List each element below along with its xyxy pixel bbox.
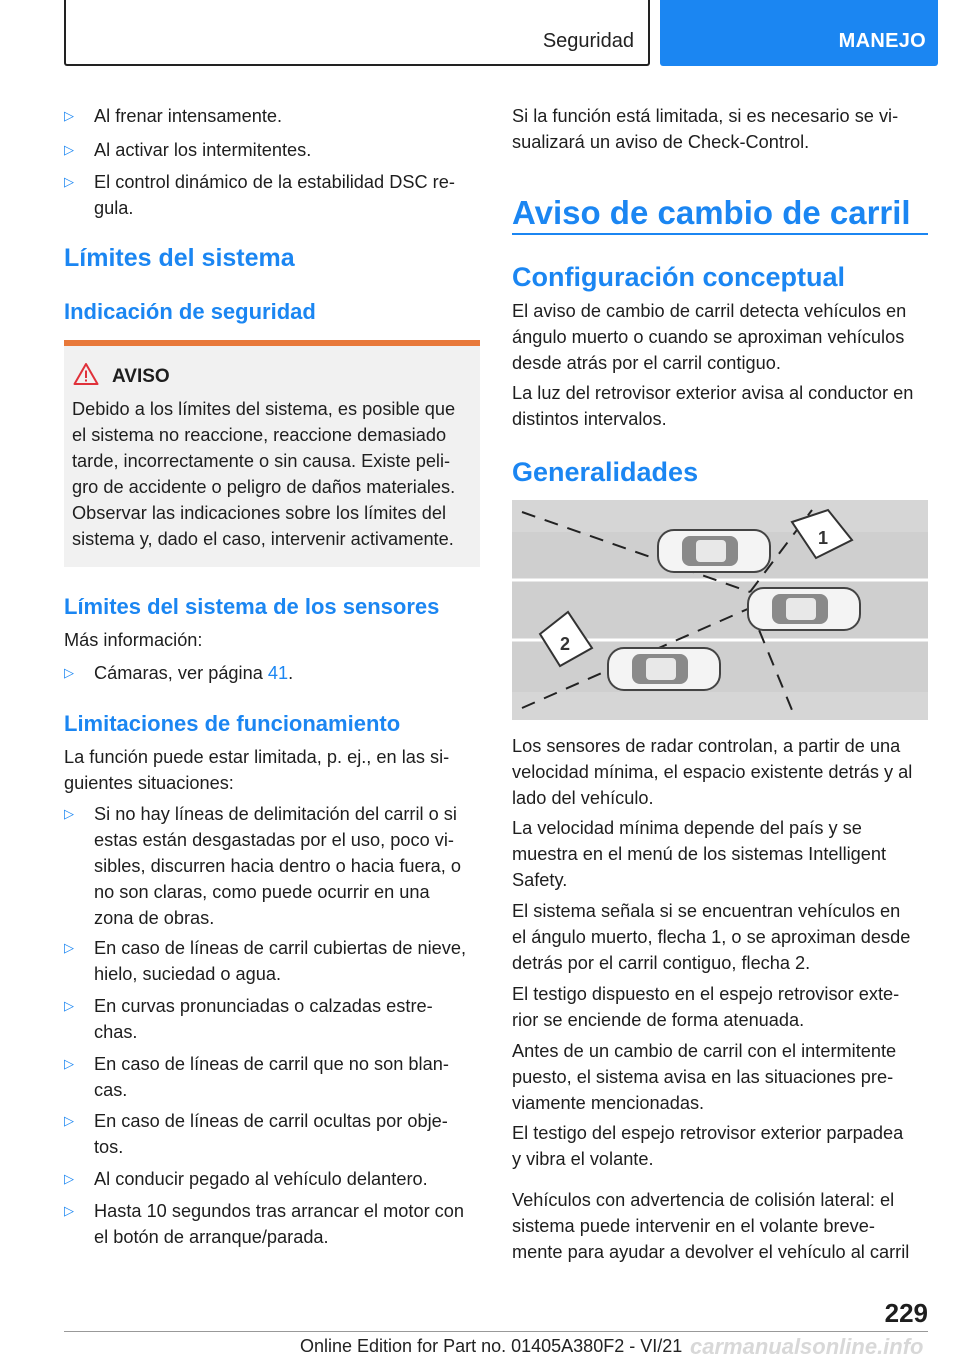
header-section-box <box>64 0 650 66</box>
bullet-triangle-icon: ▷ <box>64 1113 74 1128</box>
body-paragraph: Los sensores de radar controlan, a partir de una velocidad mínima, el espacio existente detrás y al lado del vehículo. <box>512 736 913 808</box>
bullet-triangle-icon: ▷ <box>64 174 74 189</box>
body-paragraph: La velocidad mínima depende del país y se muestra en el menú de los sistemas Intelligent Safety. <box>512 818 887 890</box>
heading-lane-change-warning: Aviso de cambio de carril <box>512 194 911 231</box>
list-item: ▷ Cámaras, ver página 41. <box>64 660 480 686</box>
bullet-triangle-icon: ▷ <box>64 806 74 821</box>
header-section-label: Seguridad <box>542 30 634 52</box>
bullet-triangle-icon: ▷ <box>64 1056 74 1071</box>
page-number: 229 <box>884 1298 928 1328</box>
more-info-label: Más información: <box>64 630 203 650</box>
heading-concept: Configuración conceptual <box>512 262 846 292</box>
heading-function-limitations: Limitaciones de funcionamiento <box>64 711 401 736</box>
watermark: carmanualsonline.info <box>690 1334 924 1359</box>
footer-divider <box>64 1331 928 1332</box>
bullet-triangle-icon: ▷ <box>64 998 74 1013</box>
concept-paragraph: El aviso de cambio de carril detecta vehículos en ángulo muerto o cuando se aproximan vehículos desde atrás por el carril contiguo. <box>512 301 907 373</box>
body-paragraph: El sistema señala si se encuentran vehículos en el ángulo muerto, flecha 1, o se aproximan desde detrás por el carril contiguo, flecha 2. <box>512 901 911 973</box>
concept-paragraph: La luz del retrovisor exterior avisa al conductor en distintos intervalos. <box>512 383 914 429</box>
bullet-triangle-icon: ▷ <box>64 1203 74 1218</box>
list-item: ▷ El control dinámico de la estabilidad DSC re- gula. <box>64 169 480 221</box>
list-item: ▷ Al activar los intermitentes. <box>64 137 480 163</box>
list-item: ▷ En caso de líneas de carril ocultas por obje- tos. <box>64 1108 480 1160</box>
limitations-intro: La función puede estar limitada, p. ej., en las si- guientes situaciones: <box>64 747 450 793</box>
list-item: ▷ Si no hay líneas de delimitación del carril o si estas están desgastadas por el uso, poco vi- sibles, discurren hacia dentro o hacia fuera, o no son claras, como puede ocurrir en una zona de obras. <box>64 801 480 931</box>
list-item: ▷ Al conducir pegado al vehículo delantero. <box>64 1166 480 1192</box>
body-paragraph: El testigo dispuesto en el espejo retrovisor exte- rior se enciende de forma atenuada. <box>512 984 900 1030</box>
list-item: ▷ En curvas pronunciadas o calzadas estre- chas. <box>64 993 480 1045</box>
list-item: ▷ Al frenar intensamente. <box>64 103 480 129</box>
intro-paragraph: Si la función está limitada, si es necesario se vi- sualizará un aviso de Check-Control. <box>512 106 899 152</box>
bullet-triangle-icon: ▷ <box>64 1171 74 1186</box>
car-icon <box>658 530 770 572</box>
heading-sensor-limits: Límites del sistema de los sensores <box>64 594 440 619</box>
bullet-triangle-icon: ▷ <box>64 108 74 123</box>
page-link[interactable]: 41 <box>267 663 289 683</box>
bullet-triangle-icon: ▷ <box>64 940 74 955</box>
warning-triangle-icon <box>73 362 99 386</box>
car-icon <box>748 588 860 630</box>
bullet-triangle-icon: ▷ <box>64 665 74 680</box>
list-item: ▷ En caso de líneas de carril cubiertas de nieve, hielo, suciedad o agua. <box>64 935 480 987</box>
heading-safety-note: Indicación de seguridad <box>64 299 316 324</box>
lane-diagram <box>512 500 928 720</box>
header-chapter-tab <box>660 0 938 66</box>
body-paragraph: Vehículos con advertencia de colisión lateral: el sistema puede intervenir en el volante breve- mente para ayudar a devolver el vehículo al carril <box>512 1190 910 1262</box>
car-icon <box>608 648 720 690</box>
list-item: ▷ En caso de líneas de carril que no son blan- cas. <box>64 1051 480 1103</box>
heading-general: Generalidades <box>512 457 699 487</box>
list-item: ▷ Hasta 10 segundos tras arrancar el motor con el botón de arranque/parada. <box>64 1198 480 1250</box>
footer-edition: Online Edition for Part no. 01405A380F2 - VI/21 <box>300 1336 683 1356</box>
lane-change-illustration <box>512 500 928 720</box>
warning-text: Debido a los límites del sistema, es posible que el sistema no reaccione, reaccione demasiado tarde, incorrectamente o sin causa. Existe peli- gro de accidente o peligro de daños materiales. Observar las indicaciones sobre los límites del sistema y, dado el caso, intervenir activamente. <box>72 399 456 549</box>
body-paragraph: El testigo del espejo retrovisor exterior parpadea y vibra el volante. <box>512 1123 904 1169</box>
svg-text:2: 2 <box>560 634 571 654</box>
body-paragraph: Antes de un cambio de carril con el intermitente puesto, el sistema avisa en las situaciones pre- viamente mencionadas. <box>512 1041 897 1113</box>
heading-rule <box>512 233 928 235</box>
warning-title: AVISO <box>112 366 170 387</box>
svg-text:1: 1 <box>818 528 829 548</box>
heading-system-limits: Límites del sistema <box>64 244 295 272</box>
bullet-triangle-icon: ▷ <box>64 142 74 157</box>
header-chapter-label: MANEJO <box>838 30 926 52</box>
